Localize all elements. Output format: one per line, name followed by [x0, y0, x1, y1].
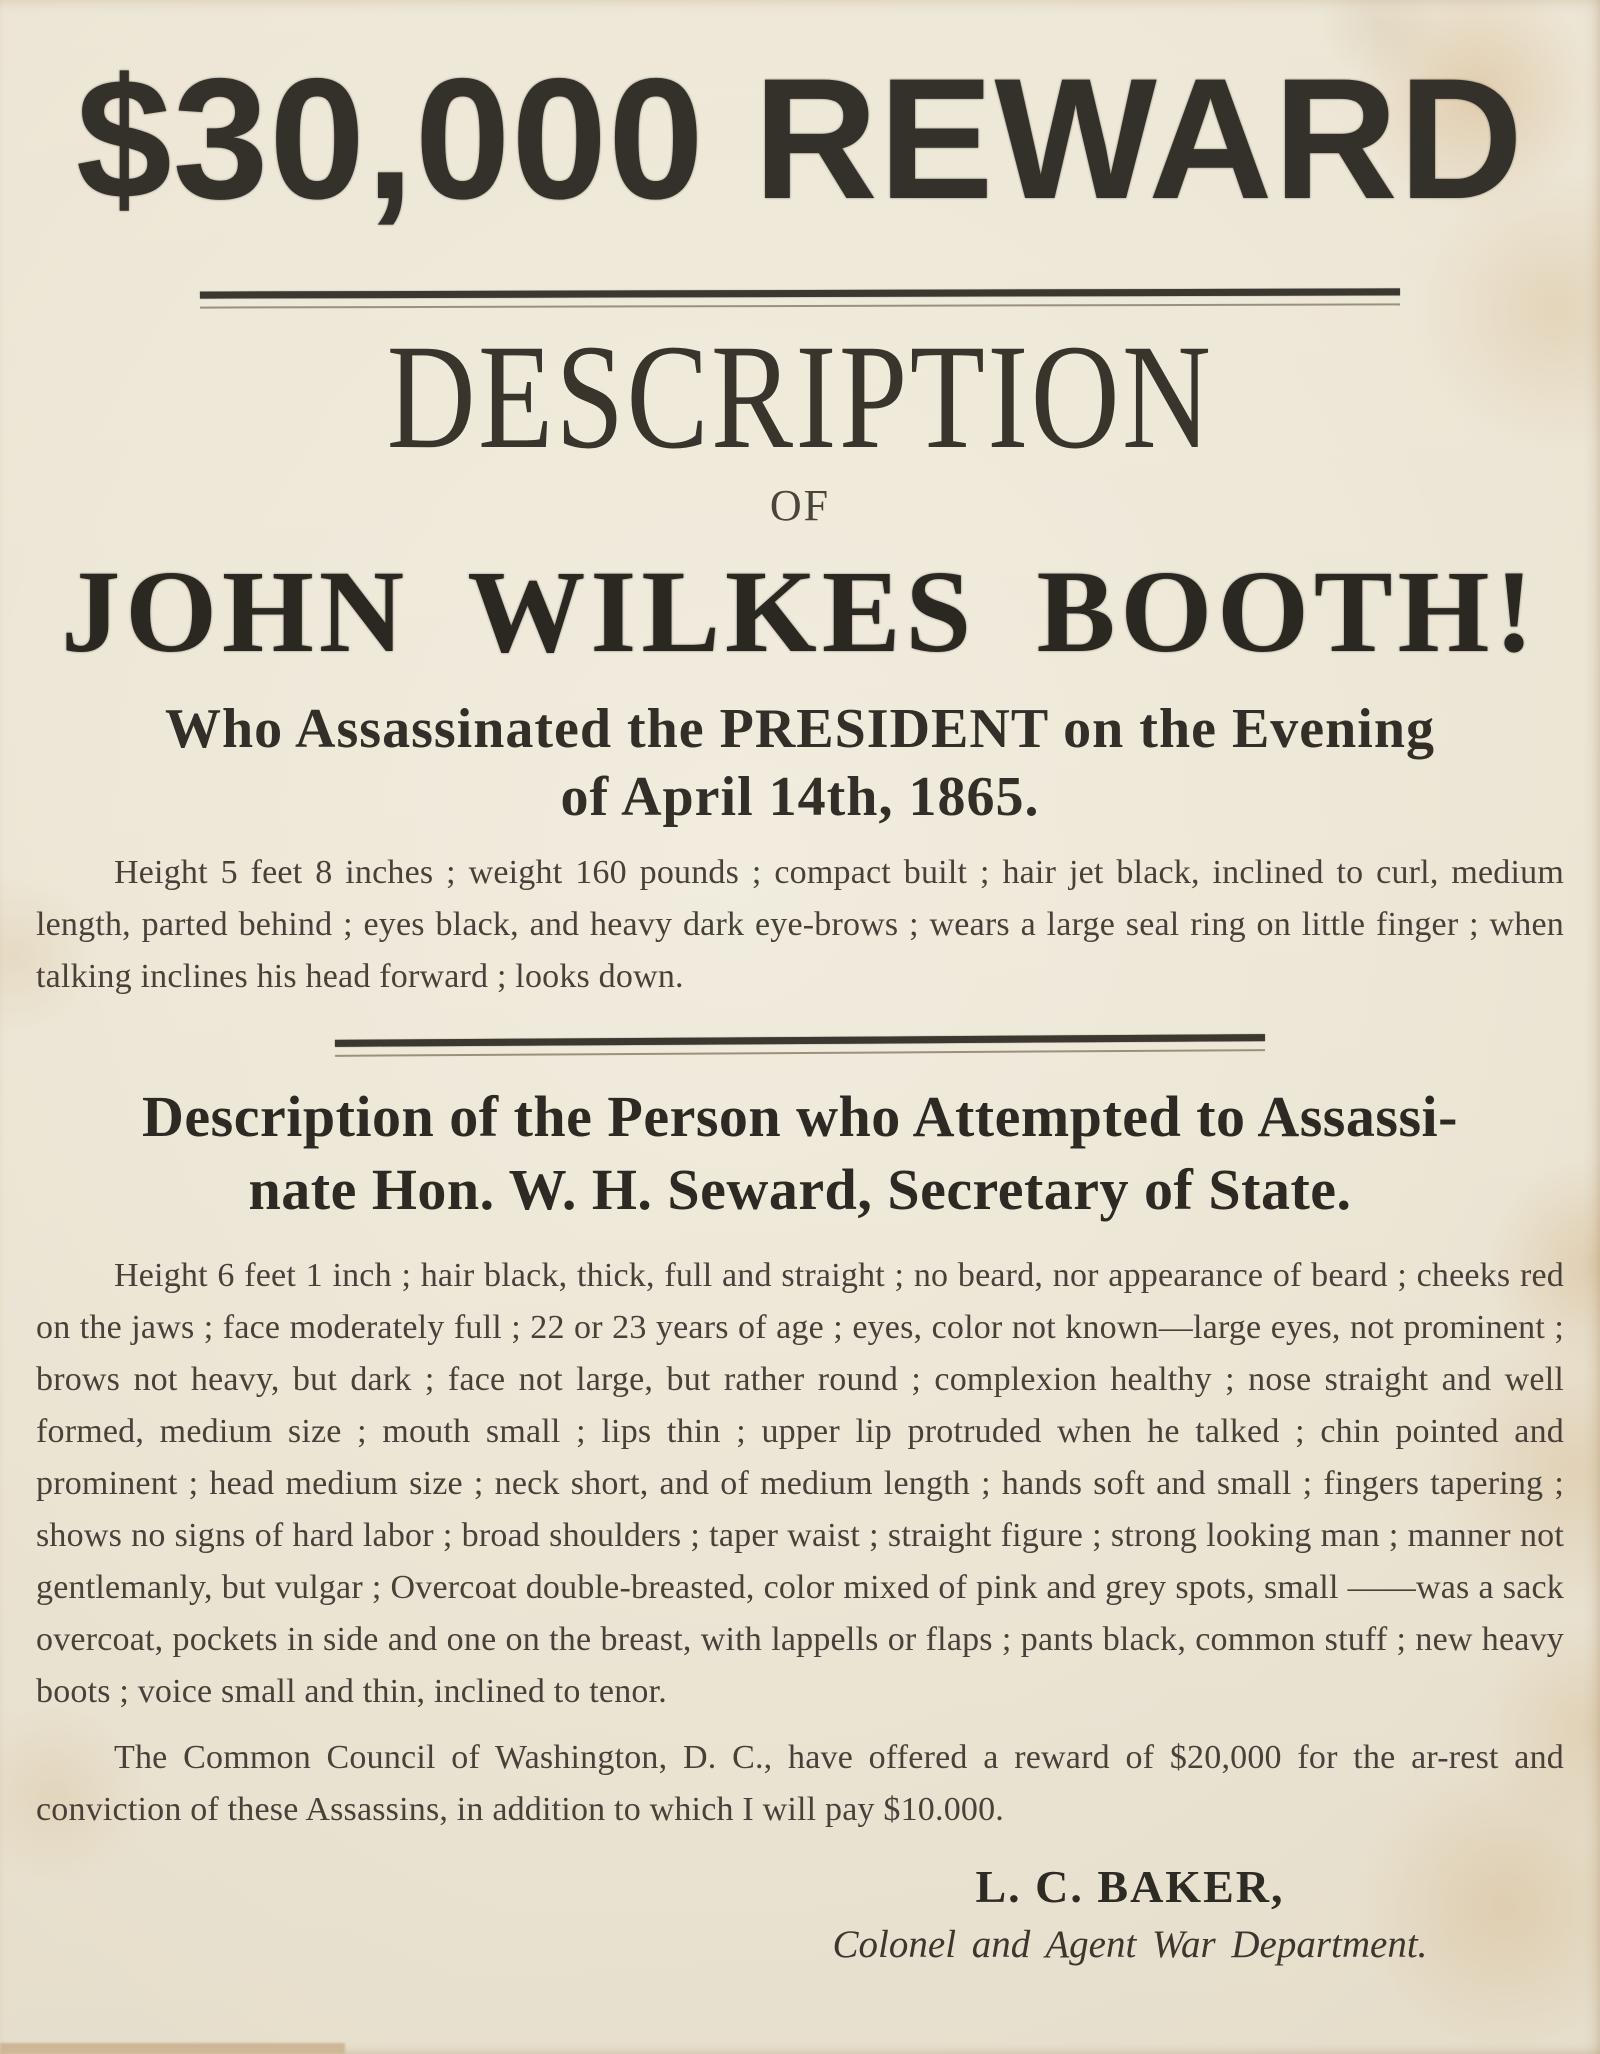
- seward-heading-line1: Description of the Person who Attempted to Assassi-: [142, 1084, 1458, 1149]
- of-subheading: OF: [769, 481, 831, 530]
- reward-note-paragraph: The Common Council of Washington, D. C., have offered a reward of $20,000 for the ar-rest and conviction of these Assassins, in addition to which I will pay $10.000.: [36, 1739, 1564, 1828]
- divider-thin-line: [335, 1049, 1265, 1057]
- assassination-subtitle-line2: of April 14th, 1865.: [560, 766, 1040, 828]
- signature-title: Colonel and Agent War Department.: [832, 1923, 1428, 1966]
- assassination-subtitle: [0, 695, 1600, 831]
- description-heading: [0, 313, 1600, 481]
- reward-headline: $30,000 REWARD: [76, 43, 1524, 235]
- seward-assailant-description-paragraph: Height 6 feet 1 inch ; hair black, thick, full and straight ; no beard, nor appearance of beard ; cheeks red on the jaws ; face moderately full ; 22 or 23 years of age ; eyes, color not known—large eyes, not prominent ; brows not heavy, but dark ; face not large, but rather round ; complexion healthy ; nose straight and well formed, medium size ; mouth small ; lips thin ; upper lip protruded when he talked ; chin pointed and prominent ; head medium size ; neck short, and of medium length ; hands soft and small ; fingers tapering ; shows no signs of hard labor ; broad shoulders ; taper waist ; straight figure ; strong looking man ; manner not gentlemanly, but vulgar ; Overcoat double-breasted, color mixed of pink and grey spots, small ——was a sack overcoat, pockets in side and one on the breast, with lappells or flaps ; pants black, common stuff ; new heavy boots ; voice small and thin, inclined to tenor.: [36, 1257, 1564, 1710]
- description-heading-text: DESCRIPTION: [386, 314, 1214, 480]
- booth-name-heading: JOHN WILKES BOOTH!: [61, 546, 1539, 677]
- signature-name: L. C. BAKER,: [975, 1861, 1285, 1912]
- signature-block: [810, 1858, 1450, 1970]
- seward-heading-line2: nate Hon. W. H. Seward, Secretary of State.: [248, 1157, 1352, 1222]
- divider-rule-top: [200, 288, 1400, 308]
- divider-rule-middle: [335, 1034, 1265, 1057]
- booth-description-paragraph: Height 5 feet 8 inches ; weight 160 pounds ; compact built ; hair jet black, inclined to curl, medium length, parted behind ; eyes black, and heavy dark eye-brows ; wears a large seal ring on little finger ; when talking inclines his head forward ; looks down.: [36, 854, 1564, 995]
- divider-thick-line: [200, 288, 1400, 298]
- assassination-subtitle-line1: Who Assassinated the PRESIDENT on the Evening: [164, 698, 1436, 760]
- divider-thin-line: [200, 303, 1400, 308]
- divider-thick-line: [335, 1034, 1265, 1047]
- seward-section-heading: [0, 1080, 1600, 1226]
